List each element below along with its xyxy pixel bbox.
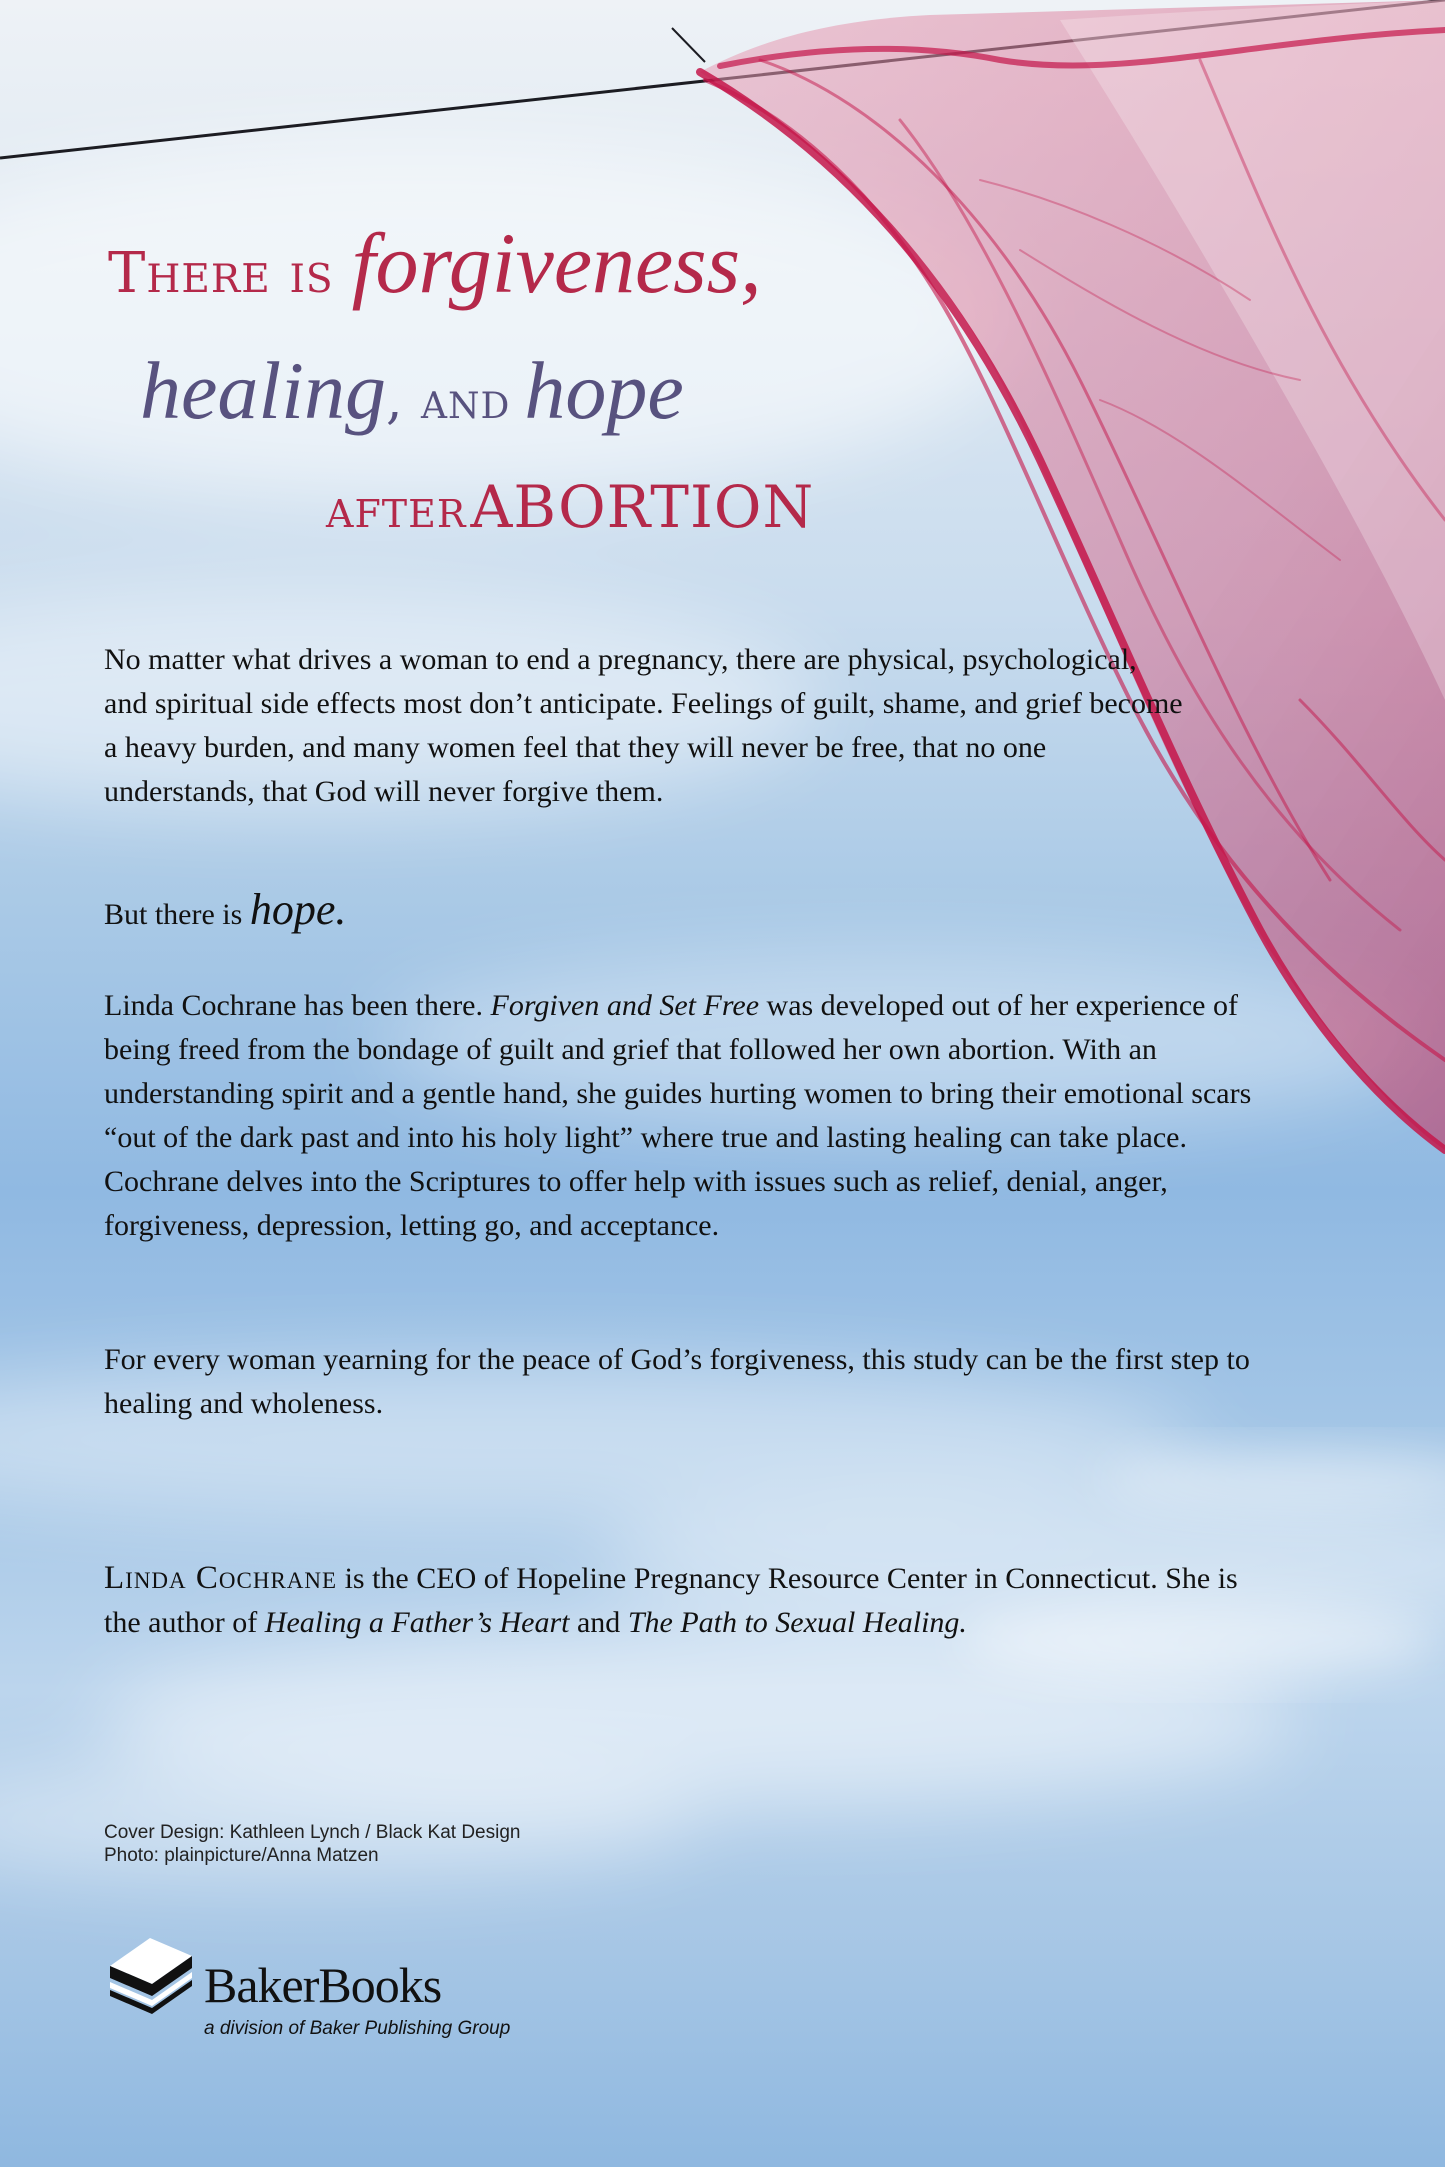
headline bbox=[0, 0, 1445, 560]
publisher-logo bbox=[104, 1930, 524, 2045]
headline-healing: healing bbox=[140, 345, 386, 436]
body-paragraph-1 bbox=[104, 638, 1184, 814]
headline-and: , and bbox=[385, 371, 511, 431]
cover-design-credit: Cover Design: Kathleen Lynch / Black Kat Design bbox=[104, 1822, 521, 1843]
photo-credit: Photo: plainpicture/Anna Matzen bbox=[104, 1845, 379, 1866]
paragraph-3-start: Linda Cochrane has been there. bbox=[104, 989, 483, 1022]
headline-there-is: There is bbox=[108, 241, 334, 306]
author-book-2: The Path to Sexual Healing. bbox=[627, 1606, 967, 1639]
bakerbooks-logo-icon bbox=[104, 1934, 199, 2014]
cover-credits bbox=[104, 1821, 520, 1867]
headline-hope: hope bbox=[524, 345, 684, 436]
hope-prefix: But there is bbox=[104, 898, 243, 931]
author-bio-text: is the CEO of Hopeline Pregnancy Resource Center in Connecticut. She is the author of bbox=[104, 1562, 1238, 1639]
body-paragraph-3 bbox=[104, 984, 1284, 1248]
publisher-name: BakerBooks bbox=[204, 1957, 442, 2013]
paragraph-3-rest: was developed out of her experience of being freed from the bondage of guilt and grief that followed her own abortion. With an understanding spirit and a gentle hand, she guides hurting women to bring their emotional scars “out of the dark past and into his holy light” where true and lasting healing can take place. Cochrane delves into the Scriptures to offer help with issues such as relief, denial, anger, forgiveness, depression, letting go, and acceptance. bbox=[104, 989, 1252, 1242]
author-name: Linda Cochrane bbox=[104, 1560, 338, 1596]
author-conjunction: and bbox=[576, 1606, 621, 1639]
paragraph-1-text: No matter what drives a woman to end a pregnancy, there are physical, psychological, and spiritual side effects most don’t anticipate. Feelings of guilt, shame, and grief become a heavy burden, and many women feel that they will never be free, that no one understands, that God will never forgive them. bbox=[104, 643, 1183, 808]
headline-after: after bbox=[326, 477, 467, 540]
book-title-forgiven: Forgiven and Set Free bbox=[490, 989, 760, 1022]
headline-forgiveness: forgiveness, bbox=[351, 215, 762, 311]
author-bio bbox=[104, 1556, 1264, 1645]
body-paragraph-4 bbox=[104, 1338, 1284, 1426]
body-hope-line bbox=[104, 885, 1304, 937]
headline-abortion: ABORTION bbox=[470, 473, 815, 541]
paragraph-4-text: For every woman yearning for the peace of God’s forgiveness, this study can be the first step to healing and wholeness. bbox=[104, 1343, 1250, 1420]
hope-word: hope. bbox=[249, 885, 347, 934]
publisher-subtitle: a division of Baker Publishing Group bbox=[204, 2018, 511, 2039]
author-book-1: Healing a Father’s Heart bbox=[264, 1606, 570, 1639]
